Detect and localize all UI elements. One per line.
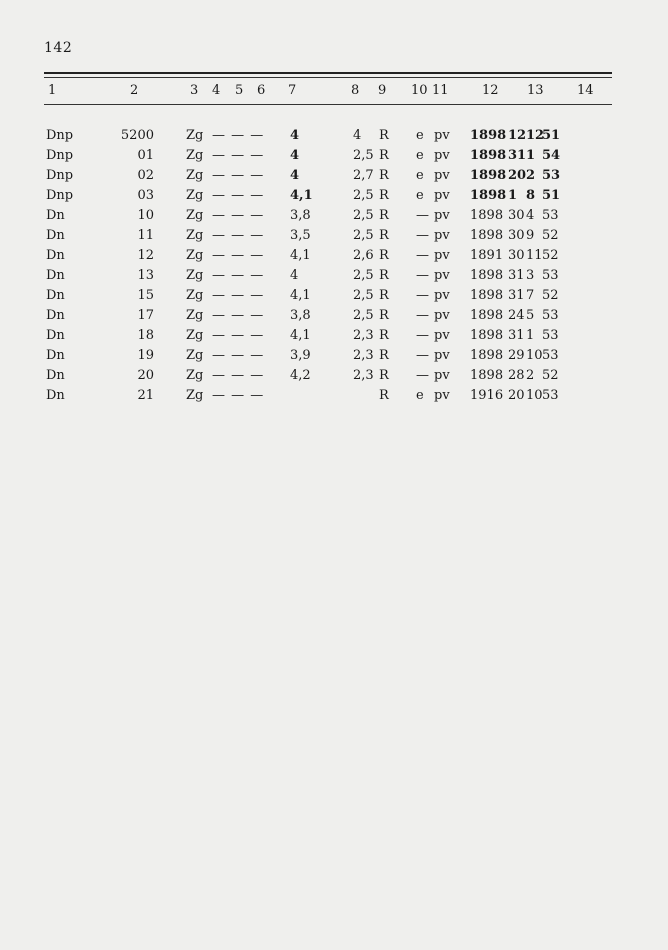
header-col-8: 8 (351, 83, 360, 98)
col-10-cell: — (416, 288, 429, 303)
col-8-cell: 2,5 (353, 288, 374, 303)
col-13-year: 53 (542, 388, 559, 403)
col-7-cell: 4 (290, 168, 300, 183)
col-1-cell: Dn (46, 348, 65, 363)
header-col-5: 5 (235, 83, 244, 98)
col-8-cell: 2,6 (353, 248, 374, 263)
header-col-10: 10 (411, 83, 428, 98)
col-2-cell: 17 (137, 308, 154, 323)
col-3-cell: Zg (186, 168, 204, 183)
col-13-year: 52 (542, 288, 559, 303)
header-col-4: 4 (212, 83, 221, 98)
col-4-6-dashes: — — — (212, 248, 265, 263)
col-4-6-dashes: — — — (212, 368, 265, 383)
col-10-cell: — (416, 208, 429, 223)
col-12-cell: 1898 (470, 128, 507, 143)
col-13-month: 7 (526, 288, 535, 303)
table-row (0, 348, 668, 368)
col-9-cell: R (379, 208, 389, 223)
col-13-year: 52 (542, 228, 559, 243)
col-12-cell: 1898 (470, 228, 504, 243)
col-13-year: 53 (542, 208, 559, 223)
col-9-cell: R (379, 288, 389, 303)
col-8-cell: 2,5 (353, 208, 374, 223)
col-2-cell: 11 (137, 228, 154, 243)
col-13-day: 31 (508, 148, 527, 163)
col-2-cell: 15 (137, 288, 154, 303)
col-12-cell: 1891 (470, 248, 504, 263)
col-9-cell: R (379, 368, 389, 383)
col-13-day: 1 (508, 188, 518, 203)
col-11-cell: pv (434, 388, 450, 403)
header-col-14: 14 (577, 83, 594, 98)
col-7-cell: 3,9 (290, 348, 311, 363)
col-11-cell: pv (434, 228, 450, 243)
col-13-month: 10 (526, 348, 543, 363)
table-row (0, 208, 668, 228)
col-8-cell: 2,3 (353, 368, 374, 383)
col-3-cell: Zg (186, 188, 204, 203)
header-col-11: 11 (432, 83, 449, 98)
col-9-cell: R (379, 188, 389, 203)
col-7-cell: 3,8 (290, 208, 311, 223)
col-9-cell: R (379, 388, 389, 403)
col-13-year: 52 (542, 248, 559, 263)
col-4-6-dashes: — — — (212, 188, 265, 203)
table-row (0, 308, 668, 328)
col-8-cell: 2,5 (353, 148, 374, 163)
col-9-cell: R (379, 308, 389, 323)
col-13-day: 12 (508, 128, 527, 143)
col-2-cell: 02 (137, 168, 154, 183)
col-3-cell: Zg (186, 208, 204, 223)
col-13-year: 53 (542, 328, 559, 343)
col-2-cell: 01 (137, 148, 154, 163)
col-10-cell: e (416, 188, 424, 203)
col-8-cell: 2,5 (353, 308, 374, 323)
col-3-cell: Zg (186, 288, 204, 303)
col-13-month: 11 (526, 248, 543, 263)
col-3-cell: Zg (186, 228, 204, 243)
col-12-cell: 1898 (470, 148, 507, 163)
col-13-day: 30 (508, 208, 525, 223)
col-12-cell: 1898 (470, 308, 504, 323)
col-7-cell: 4,1 (290, 188, 313, 203)
col-1-cell: Dn (46, 208, 65, 223)
col-11-cell: pv (434, 268, 450, 283)
col-10-cell: e (416, 388, 424, 403)
col-13-month: 4 (526, 208, 535, 223)
col-4-6-dashes: — — — (212, 288, 265, 303)
col-13-year: 53 (542, 308, 559, 323)
col-9-cell: R (379, 248, 389, 263)
col-11-cell: pv (434, 188, 450, 203)
col-13-day: 20 (508, 388, 525, 403)
col-2-cell: 5200 (120, 128, 154, 143)
header-col-2: 2 (130, 83, 139, 98)
col-12-cell: 1898 (470, 188, 507, 203)
col-13-day: 30 (508, 228, 525, 243)
table-row (0, 248, 668, 268)
header-col-1: 1 (48, 83, 57, 98)
col-1-cell: Dn (46, 328, 65, 343)
table-row (0, 268, 668, 288)
col-8-cell: 2,7 (353, 168, 374, 183)
col-8-cell: 4 (353, 128, 362, 143)
col-10-cell: — (416, 328, 429, 343)
col-7-cell: 4,1 (290, 288, 311, 303)
col-13-month: 2 (526, 368, 535, 383)
table-row (0, 388, 668, 408)
table-row (0, 368, 668, 388)
table-row (0, 288, 668, 308)
col-9-cell: R (379, 128, 389, 143)
header-col-7: 7 (288, 83, 297, 98)
col-12-cell: 1898 (470, 328, 504, 343)
col-13-month: 9 (526, 228, 535, 243)
col-12-cell: 1916 (470, 388, 504, 403)
header-rule (44, 104, 612, 105)
col-13-month: 12 (526, 128, 545, 143)
col-10-cell: — (416, 268, 429, 283)
col-2-cell: 19 (137, 348, 154, 363)
header-col-9: 9 (378, 83, 387, 98)
col-13-month: 1 (526, 328, 535, 343)
col-2-cell: 21 (137, 388, 154, 403)
table-row (0, 228, 668, 248)
col-13-month: 8 (526, 188, 536, 203)
col-2-cell: 20 (137, 368, 154, 383)
col-13-day: 30 (508, 248, 525, 263)
col-1-cell: Dn (46, 368, 65, 383)
col-13-year: 53 (542, 168, 561, 183)
col-3-cell: Zg (186, 248, 204, 263)
col-13-day: 20 (508, 168, 527, 183)
col-12-cell: 1898 (470, 268, 504, 283)
col-11-cell: pv (434, 208, 450, 223)
col-13-day: 28 (508, 368, 525, 383)
col-3-cell: Zg (186, 388, 204, 403)
col-1-cell: Dnp (46, 168, 74, 183)
col-13-year: 52 (542, 368, 559, 383)
col-4-6-dashes: — — — (212, 308, 265, 323)
col-11-cell: pv (434, 308, 450, 323)
col-8-cell: 2,5 (353, 188, 374, 203)
col-4-6-dashes: — — — (212, 148, 265, 163)
col-12-cell: 1898 (470, 288, 504, 303)
col-10-cell: — (416, 248, 429, 263)
col-4-6-dashes: — — — (212, 328, 265, 343)
col-4-6-dashes: — — — (212, 348, 265, 363)
col-8-cell: 2,3 (353, 328, 374, 343)
col-11-cell: pv (434, 368, 450, 383)
col-10-cell: — (416, 308, 429, 323)
col-10-cell: — (416, 368, 429, 383)
col-12-cell: 1898 (470, 348, 504, 363)
col-11-cell: pv (434, 168, 450, 183)
col-1-cell: Dnp (46, 148, 74, 163)
header-col-13: 13 (527, 83, 544, 98)
col-3-cell: Zg (186, 268, 204, 283)
col-4-6-dashes: — — — (212, 228, 265, 243)
col-7-cell: 4 (290, 148, 300, 163)
col-1-cell: Dn (46, 228, 65, 243)
col-12-cell: 1898 (470, 208, 504, 223)
col-3-cell: Zg (186, 368, 204, 383)
col-1-cell: Dnp (46, 188, 74, 203)
col-7-cell: 3,5 (290, 228, 311, 243)
col-4-6-dashes: — — — (212, 268, 265, 283)
col-8-cell: 2,5 (353, 268, 374, 283)
col-9-cell: R (379, 168, 389, 183)
col-2-cell: 12 (137, 248, 154, 263)
col-1-cell: Dnp (46, 128, 74, 143)
col-10-cell: e (416, 128, 424, 143)
col-13-month: 1 (526, 148, 536, 163)
col-13-day: 31 (508, 268, 525, 283)
col-2-cell: 18 (137, 328, 154, 343)
col-7-cell: 4,2 (290, 368, 311, 383)
col-13-year: 53 (542, 348, 559, 363)
col-13-month: 3 (526, 268, 535, 283)
header-col-12: 12 (482, 83, 499, 98)
col-13-day: 24 (508, 308, 525, 323)
col-9-cell: R (379, 228, 389, 243)
table-row (0, 168, 668, 188)
col-2-cell: 13 (137, 268, 154, 283)
col-13-year: 54 (542, 148, 561, 163)
col-13-day: 31 (508, 328, 525, 343)
col-3-cell: Zg (186, 348, 204, 363)
table-row (0, 128, 668, 148)
table-row (0, 148, 668, 168)
header-col-6: 6 (257, 83, 266, 98)
col-4-6-dashes: — — — (212, 208, 265, 223)
header-col-3: 3 (190, 83, 199, 98)
col-1-cell: Dn (46, 248, 65, 263)
col-2-cell: 03 (137, 188, 154, 203)
top-rule-thin (44, 77, 612, 78)
col-8-cell: 2,3 (353, 348, 374, 363)
col-7-cell: 4 (290, 268, 299, 283)
col-11-cell: pv (434, 288, 450, 303)
col-9-cell: R (379, 268, 389, 283)
col-1-cell: Dn (46, 268, 65, 283)
col-13-day: 29 (508, 348, 525, 363)
col-11-cell: pv (434, 248, 450, 263)
col-11-cell: pv (434, 148, 450, 163)
col-7-cell: 4,1 (290, 248, 311, 263)
col-13-month: 10 (526, 388, 543, 403)
col-9-cell: R (379, 348, 389, 363)
col-13-year: 51 (542, 128, 561, 143)
col-12-cell: 1898 (470, 168, 507, 183)
col-7-cell: 4,1 (290, 328, 311, 343)
col-9-cell: R (379, 328, 389, 343)
col-7-cell: 4 (290, 128, 300, 143)
col-11-cell: pv (434, 348, 450, 363)
col-3-cell: Zg (186, 328, 204, 343)
col-2-cell: 10 (137, 208, 154, 223)
col-13-year: 53 (542, 268, 559, 283)
col-3-cell: Zg (186, 128, 204, 143)
top-rule (44, 72, 612, 74)
col-11-cell: pv (434, 328, 450, 343)
col-13-month: 2 (526, 168, 536, 183)
col-3-cell: Zg (186, 148, 204, 163)
col-12-cell: 1898 (470, 368, 504, 383)
col-1-cell: Dn (46, 388, 65, 403)
col-1-cell: Dn (46, 288, 65, 303)
col-10-cell: — (416, 348, 429, 363)
col-3-cell: Zg (186, 308, 204, 323)
col-4-6-dashes: — — — (212, 168, 265, 183)
col-8-cell: 2,5 (353, 228, 374, 243)
table-row (0, 188, 668, 208)
col-13-month: 5 (526, 308, 535, 323)
page-number: 142 (44, 40, 73, 56)
col-7-cell: 3,8 (290, 308, 311, 323)
col-1-cell: Dn (46, 308, 65, 323)
col-10-cell: e (416, 148, 424, 163)
col-13-day: 31 (508, 288, 525, 303)
table-row (0, 328, 668, 348)
col-10-cell: e (416, 168, 424, 183)
col-13-year: 51 (542, 188, 561, 203)
col-9-cell: R (379, 148, 389, 163)
col-11-cell: pv (434, 128, 450, 143)
col-10-cell: — (416, 228, 429, 243)
col-4-6-dashes: — — — (212, 128, 265, 143)
col-4-6-dashes: — — — (212, 388, 265, 403)
